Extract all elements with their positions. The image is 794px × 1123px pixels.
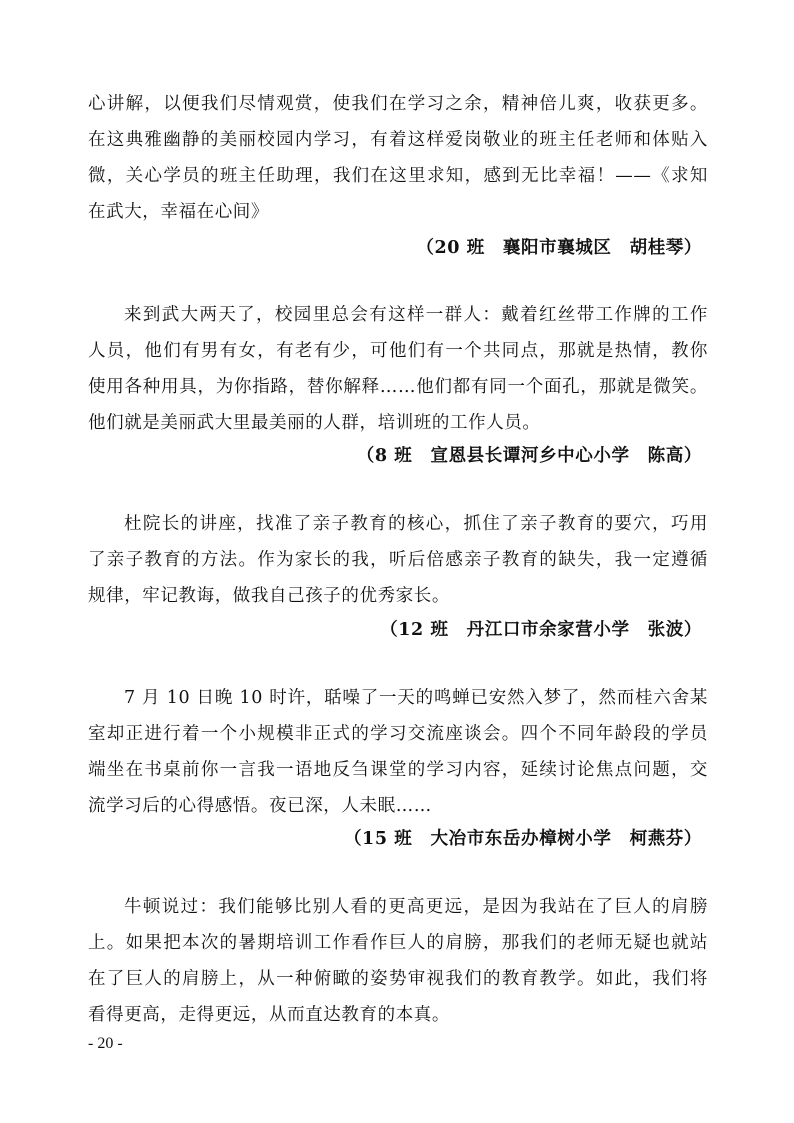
p3-line-2: 了亲子教育的方法。作为家长的我，听后倍感亲子教育的缺失，我一定遵循 [88, 550, 708, 570]
p2-line-3: 使用各种用具，为你指路，替你解释……他们都有同一个面孔，那就是微笑。 [88, 377, 708, 397]
p4-line-3: 端坐在书桌前你一言我一语地反刍课堂的学习内容，延续讨论焦点问题，交 [88, 760, 708, 780]
p1-line-4: 在武大，幸福在心间》 [88, 202, 269, 222]
p2-line-1: 来到武大两天了，校园里总会有这样一群人：戴着红丝带工作牌的工作 [124, 305, 708, 325]
p5-line-1: 牛顿说过：我们能够比别人看的更高更远，是因为我站在了巨人的肩膀 [124, 897, 708, 917]
p4-line-1: 7 月 10 日晚 10 时许，聒噪了一天的鸣蝉已安然入梦了，然而桂六舍某 [124, 688, 708, 708]
p4-line-4: 流学习后的心得感悟。夜已深，人未眠…… [88, 796, 432, 816]
page-number: - 20 - [88, 1035, 123, 1052]
p5-line-4: 看得更高，走得更远，从而直达教育的本真。 [88, 1005, 450, 1025]
p5-line-2: 上。如果把本次的暑期培训工作看作巨人的肩膀，那我们的老师无疑也就站 [88, 933, 708, 953]
p3-signature: （12 班 丹江口市余家营小学 张波） [380, 620, 702, 640]
p1-line-3: 微，关心学员的班主任助理，我们在这里求知，感到无比幸福！——《求知 [88, 166, 708, 186]
p1-line-1: 心讲解，以便我们尽情观赏，使我们在学习之余，精神倍儿爽，收获更多。 [88, 94, 708, 114]
p1-signature: （20 班 襄阳市襄城区 胡桂琴） [416, 238, 702, 258]
p2-line-4: 他们就是美丽武大里最美丽的人群，培训班的工作人员。 [88, 413, 541, 433]
p3-line-3: 规律，牢记教诲，做我自己孩子的优秀家长。 [88, 586, 450, 606]
p4-line-2: 室却正进行着一个小规模非正式的学习交流座谈会。四个不同年龄段的学员 [88, 724, 708, 744]
p2-signature: （8 班 宣恩县长谭河乡中心小学 陈高） [356, 446, 702, 466]
p2-line-2: 人员，他们有男有女，有老有少，可他们有一个共同点，那就是热情，教你 [88, 341, 708, 361]
p1-line-2: 在这典雅幽静的美丽校园内学习，有着这样爱岗敬业的班主任老师和体贴入 [88, 130, 708, 150]
p4-signature: （15 班 大冶市东岳办樟树小学 柯燕芬） [343, 829, 702, 849]
p5-line-3: 在了巨人的肩膀上，从一种俯瞰的姿势审视我们的教育教学。如此，我们将 [88, 969, 708, 989]
p3-line-1: 杜院长的讲座，找准了亲子教育的核心，抓住了亲子教育的要穴，巧用 [124, 514, 708, 534]
